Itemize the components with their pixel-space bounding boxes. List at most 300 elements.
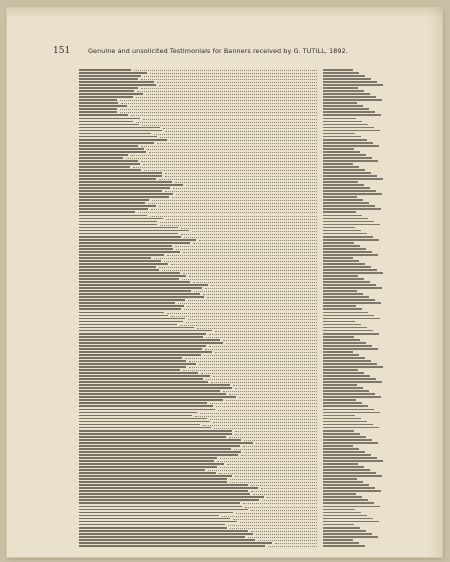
leader-dots bbox=[137, 91, 317, 92]
leader-dots bbox=[200, 413, 317, 414]
testimonial-signatory bbox=[323, 87, 358, 89]
testimonial-signatory bbox=[323, 81, 377, 83]
testimonial-text bbox=[79, 127, 160, 129]
leader-dots bbox=[180, 325, 317, 326]
testimonial-signatory bbox=[323, 445, 353, 447]
testimonial-text bbox=[79, 269, 159, 271]
leader-dots bbox=[218, 410, 317, 411]
leader-dots bbox=[138, 212, 317, 213]
leader-dots bbox=[228, 525, 317, 526]
testimonial-signatory bbox=[323, 487, 375, 489]
testimonial-text bbox=[79, 454, 238, 456]
testimonial-signatory bbox=[323, 124, 368, 126]
testimonial-signatory bbox=[323, 336, 354, 338]
testimonial-signatory bbox=[323, 481, 363, 483]
testimonial-text bbox=[79, 145, 138, 147]
testimonial-signatory bbox=[323, 211, 356, 213]
testimonial-signatory bbox=[323, 512, 361, 514]
testimonial-signatory bbox=[323, 466, 364, 468]
leader-dots bbox=[235, 476, 317, 477]
leader-dots bbox=[229, 394, 317, 395]
testimonial-signatory bbox=[323, 451, 365, 453]
testimonial-signatory bbox=[323, 439, 372, 441]
testimonial-text bbox=[79, 190, 162, 192]
leader-dots bbox=[126, 158, 317, 159]
testimonial-text bbox=[79, 154, 128, 156]
testimonial-text bbox=[79, 427, 211, 429]
leader-dots bbox=[206, 337, 317, 338]
leader-dots bbox=[189, 276, 317, 277]
testimonial-text bbox=[79, 363, 196, 365]
testimonial-signatory bbox=[323, 378, 376, 380]
testimonial-text bbox=[79, 199, 149, 201]
testimonial-text bbox=[79, 475, 232, 477]
leader-dots bbox=[143, 164, 317, 165]
testimonial-text bbox=[79, 239, 196, 241]
leader-dots bbox=[152, 200, 318, 201]
testimonial-signatory bbox=[323, 384, 357, 386]
leader-dots bbox=[230, 479, 317, 480]
leader-dots bbox=[183, 252, 317, 253]
leader-dots bbox=[229, 437, 317, 438]
testimonial-signatory bbox=[323, 409, 374, 411]
testimonial-text bbox=[79, 357, 182, 359]
testimonial-signatory bbox=[323, 436, 366, 438]
testimonial-text bbox=[79, 336, 203, 338]
leader-dots bbox=[244, 440, 317, 441]
testimonial-signatory bbox=[323, 442, 378, 444]
testimonial-signatory bbox=[323, 363, 377, 365]
testimonial-signatory bbox=[323, 145, 379, 147]
testimonial-text bbox=[79, 366, 186, 368]
leader-dots bbox=[159, 206, 317, 207]
testimonial-signatory bbox=[323, 215, 362, 217]
leader-dots bbox=[256, 443, 318, 444]
testimonial-text bbox=[79, 99, 117, 101]
testimonial-signatory bbox=[323, 151, 360, 153]
leader-dots bbox=[251, 531, 317, 532]
testimonial-signatory bbox=[323, 199, 363, 201]
testimonial-text bbox=[79, 166, 130, 168]
testimonial-signatory bbox=[323, 333, 379, 335]
testimonial-text bbox=[79, 227, 178, 229]
testimonial-signatory bbox=[323, 254, 378, 256]
testimonial-text bbox=[79, 415, 192, 417]
leader-dots bbox=[227, 464, 317, 465]
leader-dots bbox=[170, 140, 317, 141]
testimonial-signatory bbox=[323, 387, 363, 389]
testimonial-signatory bbox=[323, 184, 364, 186]
testimonial-signatory bbox=[323, 148, 354, 150]
leader-dots bbox=[194, 291, 317, 292]
page-fold-shadow bbox=[428, 8, 442, 557]
leader-dots bbox=[166, 219, 317, 220]
testimonial-signatory bbox=[323, 187, 370, 189]
leader-dots bbox=[141, 79, 317, 80]
testimonial-signatory bbox=[323, 430, 354, 432]
leader-dots bbox=[245, 507, 317, 508]
leader-dots bbox=[144, 76, 317, 77]
leader-dots bbox=[134, 70, 317, 71]
testimonial-text bbox=[79, 378, 203, 380]
leader-dots bbox=[211, 285, 317, 286]
leader-dots bbox=[136, 97, 318, 98]
leader-dots bbox=[141, 88, 317, 89]
leader-dots bbox=[154, 258, 317, 259]
testimonial-text bbox=[79, 72, 147, 74]
leader-dots bbox=[160, 137, 317, 138]
leader-dots bbox=[203, 294, 317, 295]
testimonial-text bbox=[79, 287, 202, 289]
leader-dots bbox=[275, 543, 317, 544]
testimonial-signatory bbox=[323, 357, 365, 359]
testimonial-signatory bbox=[323, 108, 369, 110]
testimonial-text bbox=[79, 208, 148, 210]
testimonial-text bbox=[79, 218, 163, 220]
leader-dots bbox=[205, 288, 317, 289]
leader-dots bbox=[188, 300, 317, 301]
leader-dots bbox=[234, 449, 317, 450]
leader-dots bbox=[131, 115, 317, 116]
testimonial-signatory bbox=[323, 193, 382, 195]
testimonial-text bbox=[79, 412, 197, 414]
leader-dots bbox=[141, 146, 317, 147]
testimonial-text bbox=[79, 439, 241, 441]
testimonial-text bbox=[79, 121, 133, 123]
testimonial-text bbox=[79, 224, 157, 226]
testimonial-text bbox=[79, 372, 198, 374]
testimonial-signatory bbox=[323, 166, 359, 168]
testimonial-text bbox=[79, 324, 177, 326]
leader-dots bbox=[121, 103, 317, 104]
testimonial-signatory bbox=[323, 218, 368, 220]
testimonial-signatory bbox=[323, 506, 380, 508]
testimonial-signatory bbox=[323, 493, 356, 495]
testimonial-signatory bbox=[323, 472, 376, 474]
leader-dots bbox=[261, 488, 317, 489]
testimonial-text bbox=[79, 181, 172, 183]
leader-dots bbox=[183, 273, 317, 274]
testimonial-signatory bbox=[323, 142, 373, 144]
leader-dots bbox=[120, 100, 317, 101]
leader-dots bbox=[211, 382, 317, 383]
testimonial-text bbox=[79, 102, 118, 104]
testimonial-signatory bbox=[323, 224, 380, 226]
testimonial-signatory bbox=[323, 393, 375, 395]
testimonial-text bbox=[79, 387, 232, 389]
leader-dots bbox=[149, 152, 317, 153]
testimonial-text bbox=[79, 242, 190, 244]
testimonial-signatory bbox=[323, 278, 364, 280]
testimonial-text bbox=[79, 478, 227, 480]
testimonial-text bbox=[79, 512, 233, 514]
leader-dots bbox=[214, 428, 318, 429]
leader-dots bbox=[204, 355, 317, 356]
testimonial-text bbox=[79, 281, 190, 283]
testimonial-text bbox=[79, 318, 185, 320]
testimonial-signatory bbox=[323, 524, 354, 526]
testimonial-signatory bbox=[323, 502, 374, 504]
leader-dots bbox=[235, 431, 317, 432]
testimonial-signatory bbox=[323, 102, 357, 104]
leader-dots bbox=[239, 397, 317, 398]
leader-dots bbox=[150, 73, 317, 74]
testimonial-signatory bbox=[323, 375, 370, 377]
leader-dots bbox=[130, 106, 317, 107]
leader-dots bbox=[243, 446, 318, 447]
leader-dots bbox=[181, 234, 317, 235]
testimonial-signatory bbox=[323, 424, 373, 426]
leader-dots bbox=[148, 203, 317, 204]
leader-dots bbox=[233, 385, 317, 386]
testimonial-text bbox=[79, 136, 157, 138]
leader-dots bbox=[256, 534, 317, 535]
leader-dots bbox=[216, 406, 317, 407]
leader-dots bbox=[171, 316, 317, 317]
testimonial-text bbox=[79, 481, 227, 483]
testimonial-text bbox=[79, 299, 185, 301]
leader-dots bbox=[197, 328, 317, 329]
testimonial-text bbox=[79, 105, 127, 107]
leader-dots bbox=[203, 425, 317, 426]
testimonial-text bbox=[79, 499, 259, 501]
testimonial-text bbox=[79, 375, 210, 377]
testimonial-text bbox=[79, 118, 140, 120]
leader-dots bbox=[209, 346, 317, 347]
testimonial-text bbox=[79, 163, 140, 165]
testimonial-signatory bbox=[323, 296, 369, 298]
testimonial-text bbox=[79, 524, 225, 526]
testimonial-signatory bbox=[323, 463, 358, 465]
leader-dots bbox=[205, 349, 317, 350]
testimonial-text bbox=[79, 202, 145, 204]
testimonial-signatory bbox=[323, 412, 380, 414]
testimonial-signatory bbox=[323, 105, 363, 107]
testimonial-text bbox=[79, 151, 146, 153]
testimonial-text bbox=[79, 348, 202, 350]
testimonial-text bbox=[79, 536, 245, 538]
testimonial-signatory bbox=[323, 360, 371, 362]
leader-dots bbox=[167, 313, 317, 314]
testimonial-signatory bbox=[323, 348, 378, 350]
leader-dots bbox=[207, 297, 317, 298]
testimonial-text bbox=[79, 442, 253, 444]
testimonial-text bbox=[79, 360, 186, 362]
testimonial-signatory bbox=[323, 490, 381, 492]
leader-dots bbox=[220, 467, 317, 468]
testimonial-signatory bbox=[323, 263, 365, 265]
leader-dots bbox=[133, 167, 317, 168]
testimonial-text bbox=[79, 90, 134, 92]
leader-dots bbox=[186, 322, 317, 323]
testimonial-signatory bbox=[323, 136, 361, 138]
testimonial-signatory bbox=[323, 354, 359, 356]
testimonial-signatory bbox=[323, 84, 383, 86]
testimonial-signatory bbox=[323, 530, 366, 532]
page-header bbox=[53, 46, 413, 60]
testimonial-text bbox=[79, 457, 217, 459]
leader-dots bbox=[176, 194, 317, 195]
testimonial-signatory bbox=[323, 202, 369, 204]
testimonial-text bbox=[79, 211, 135, 213]
testimonial-text bbox=[79, 230, 189, 232]
testimonial-text bbox=[79, 215, 147, 217]
testimonial-text bbox=[79, 272, 180, 274]
page-title: Genuine and unsolicited Testimonials for Banners received by G. TUTILL, 1892. bbox=[88, 47, 348, 55]
leader-dots bbox=[222, 516, 317, 517]
testimonial-signatory bbox=[323, 433, 360, 435]
testimonial-signatory bbox=[323, 139, 367, 141]
testimonial-signatory bbox=[323, 421, 367, 423]
testimonial-text bbox=[79, 293, 200, 295]
testimonial-signatory bbox=[323, 527, 360, 529]
testimonial-signatory bbox=[323, 536, 378, 538]
testimonial-text bbox=[79, 124, 139, 126]
testimonial-text bbox=[79, 178, 156, 180]
leader-dots bbox=[184, 237, 318, 238]
leader-dots bbox=[226, 400, 317, 401]
leader-dots bbox=[235, 388, 317, 389]
testimonial-text bbox=[79, 430, 232, 432]
testimonial-signatory bbox=[323, 293, 363, 295]
testimonial-signatory bbox=[323, 369, 358, 371]
testimonial-text bbox=[79, 160, 138, 162]
testimonial-signatory bbox=[323, 239, 379, 241]
leader-dots bbox=[142, 125, 317, 126]
testimonial-text bbox=[79, 175, 162, 177]
testimonial-text bbox=[79, 296, 204, 298]
testimonial-signatory bbox=[323, 521, 379, 523]
leader-dots bbox=[208, 470, 318, 471]
testimonial-text bbox=[79, 451, 241, 453]
testimonial-signatory bbox=[323, 366, 383, 368]
leader-dots bbox=[195, 416, 317, 417]
leader-dots bbox=[165, 176, 317, 177]
testimonial-signatory bbox=[323, 399, 356, 401]
testimonial-signatory bbox=[323, 181, 358, 183]
leader-dots bbox=[185, 358, 317, 359]
testimonial-signatory bbox=[323, 69, 353, 71]
testimonial-signatory bbox=[323, 469, 370, 471]
testimonial-text bbox=[79, 518, 230, 520]
testimonial-text bbox=[79, 463, 224, 465]
leader-dots bbox=[213, 376, 317, 377]
leader-dots bbox=[159, 179, 317, 180]
leader-dots bbox=[223, 391, 317, 392]
testimonial-text bbox=[79, 75, 141, 77]
testimonial-text bbox=[79, 114, 128, 116]
testimonial-text bbox=[79, 233, 178, 235]
testimonials-list bbox=[79, 69, 399, 548]
testimonial-text bbox=[79, 509, 248, 511]
testimonial-signatory bbox=[323, 78, 371, 80]
leader-dots bbox=[262, 500, 317, 501]
testimonial-text bbox=[79, 84, 156, 86]
leader-dots bbox=[226, 343, 317, 344]
testimonial-text bbox=[79, 205, 156, 207]
testimonial-signatory bbox=[323, 345, 372, 347]
testimonial-signatory bbox=[323, 266, 371, 268]
testimonial-text bbox=[79, 472, 216, 474]
leader-dots bbox=[160, 225, 317, 226]
testimonial-text bbox=[79, 399, 223, 401]
testimonial-text bbox=[79, 236, 181, 238]
testimonial-signatory bbox=[323, 457, 377, 459]
leader-dots bbox=[165, 173, 317, 174]
testimonial-text bbox=[79, 393, 226, 395]
testimonial-text bbox=[79, 469, 205, 471]
testimonial-text bbox=[79, 275, 186, 277]
testimonial-text bbox=[79, 290, 191, 292]
leader-dots bbox=[147, 149, 317, 150]
testimonial-signatory bbox=[323, 118, 356, 120]
testimonial-signatory bbox=[323, 321, 355, 323]
testimonial-signatory bbox=[323, 542, 359, 544]
testimonial-text bbox=[79, 530, 248, 532]
testimonial-signatory bbox=[323, 312, 368, 314]
leader-dots bbox=[131, 155, 317, 156]
leader-dots bbox=[209, 334, 317, 335]
testimonial-signatory bbox=[323, 133, 355, 135]
testimonial-text bbox=[79, 405, 213, 407]
leader-dots bbox=[165, 191, 317, 192]
leader-dots bbox=[183, 370, 317, 371]
testimonial-text bbox=[79, 527, 227, 529]
leader-dots bbox=[186, 185, 317, 186]
leader-dots bbox=[210, 419, 317, 420]
testimonial-signatory bbox=[323, 372, 364, 374]
leader-dots bbox=[150, 216, 317, 217]
testimonial-text bbox=[79, 533, 253, 535]
testimonial-text bbox=[79, 284, 208, 286]
testimonial-signatory bbox=[323, 230, 361, 232]
testimonial-signatory bbox=[323, 172, 371, 174]
testimonial-signatory bbox=[323, 327, 367, 329]
leader-dots bbox=[215, 331, 317, 332]
testimonial-text bbox=[79, 302, 175, 304]
testimonial-text bbox=[79, 221, 157, 223]
leader-dots bbox=[163, 128, 317, 129]
testimonial-signatory bbox=[323, 99, 382, 101]
leader-dots bbox=[193, 243, 317, 244]
testimonial-signatory bbox=[323, 454, 371, 456]
testimonial-signatory bbox=[323, 324, 361, 326]
testimonial-text bbox=[79, 506, 242, 508]
leader-dots bbox=[173, 188, 317, 189]
leader-dots bbox=[172, 197, 317, 198]
testimonial-signatory bbox=[323, 227, 355, 229]
testimonial-text bbox=[79, 345, 206, 347]
testimonial-signatory bbox=[323, 448, 359, 450]
testimonial-signatory bbox=[323, 396, 381, 398]
leader-dots bbox=[230, 482, 317, 483]
testimonial-signatory bbox=[323, 208, 381, 210]
testimonial-text bbox=[79, 433, 232, 435]
testimonial-text bbox=[79, 424, 200, 426]
testimonial-signatory bbox=[323, 242, 354, 244]
leader-dots bbox=[244, 452, 317, 453]
testimonial-text bbox=[79, 133, 151, 135]
testimonial-text bbox=[79, 351, 212, 353]
leader-dots bbox=[159, 267, 317, 268]
testimonial-signatory bbox=[323, 518, 373, 520]
testimonial-text bbox=[79, 169, 141, 171]
leader-dots bbox=[248, 537, 317, 538]
testimonial-text bbox=[79, 257, 151, 259]
testimonial-text bbox=[79, 496, 264, 498]
leader-dots bbox=[167, 255, 317, 256]
testimonial-signatory bbox=[323, 72, 359, 74]
